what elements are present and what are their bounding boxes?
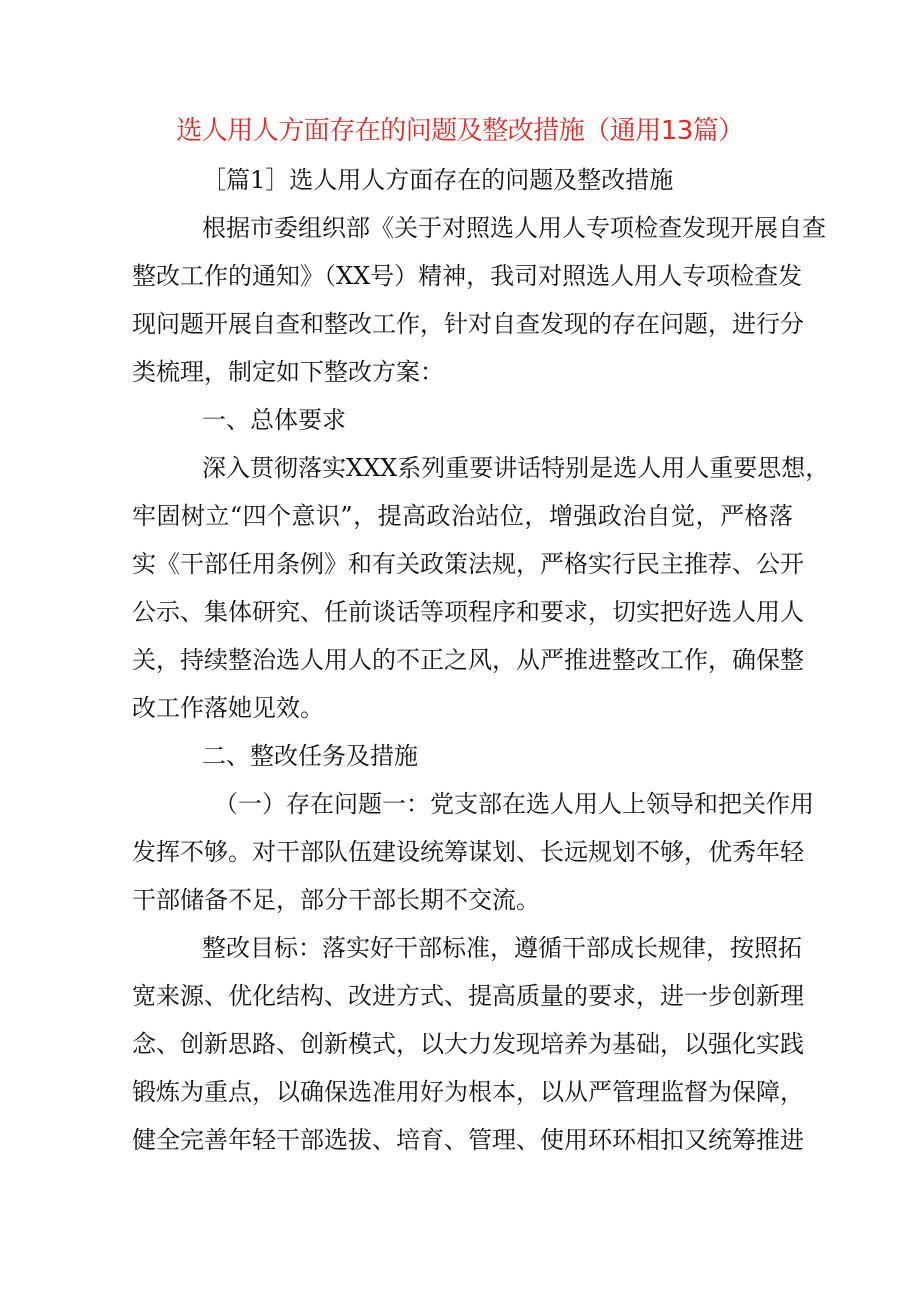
- paragraph-line: 根据市委组织部《关于对照选人用人专项检查发现开展自查: [202, 214, 826, 242]
- paragraph-line: 现问题开展自查和整改工作，针对自查发现的存在问题，进行分: [132, 310, 804, 338]
- paragraph-line: 改工作落她见效。: [132, 694, 324, 722]
- paragraph-line: 整改目标：落实好干部标准，遵循干部成长规律，按照拓: [202, 934, 802, 962]
- paragraph-line: 整改工作的通知》（XX号）精神，我司对照选人用人专项检查发: [132, 262, 803, 290]
- paragraph-line: 关，持续整治选人用人的不正之风，从严推进整改工作，确保整: [132, 646, 804, 674]
- paragraph-line: 发挥不够。对干部队伍建设统筹谋划、长远规划不够，优秀年轻: [132, 838, 804, 866]
- paragraph-line: 健全完善年轻干部选拔、培育、管理、使用环环相扣又统筹推进: [132, 1126, 804, 1154]
- paragraph-line: 锻炼为重点，以确保选准用好为根本，以从严管理监督为保障，: [132, 1078, 804, 1106]
- paragraph-line: 公示、集体研究、任前谈话等项程序和要求，切实把好选人用人: [132, 598, 804, 626]
- paragraph-line: 实《干部任用条例》和有关政策法规，严格实行民主推荐、公开: [132, 550, 804, 578]
- paragraph-line: 宽来源、优化结构、改进方式、提高质量的要求，进一步创新理: [132, 982, 804, 1010]
- document-title: 选人用人方面存在的问题及整改措施（通用13篇）: [176, 116, 744, 146]
- section-heading: 一、总体要求: [202, 406, 346, 434]
- paragraph-line: 类梳理，制定如下整改方案：: [132, 358, 444, 386]
- paragraph-line: 干部储备不足，部分干部长期不交流。: [132, 886, 540, 914]
- section-heading: ［篇1］选人用人方面存在的问题及整改措施: [202, 166, 674, 194]
- paragraph-line: 牢固树立“四个意识”，提高政治站位，增强政治自觉，严格落: [132, 502, 793, 530]
- paragraph-line: 深入贯彻落实XXX系列重要讲话特别是选人用人重要思想，: [202, 454, 830, 482]
- paragraph-line: （一）存在问题一：党支部在选人用人上领导和把关作用: [214, 790, 814, 818]
- section-heading: 二、整改任务及措施: [202, 742, 418, 770]
- paragraph-line: 念、创新思路、创新模式，以大力发现培养为基础，以强化实践: [132, 1030, 804, 1058]
